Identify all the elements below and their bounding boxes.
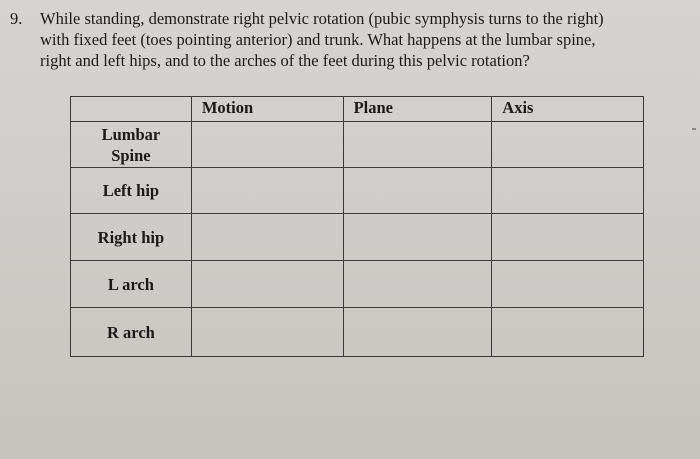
answer-cell-motion[interactable] bbox=[191, 308, 343, 357]
table-header-row bbox=[71, 97, 644, 122]
answer-cell-plane[interactable] bbox=[343, 261, 492, 308]
paper-mark bbox=[692, 128, 696, 130]
answer-cell-plane[interactable] bbox=[343, 168, 492, 214]
answer-cell-plane[interactable] bbox=[343, 122, 492, 168]
row-label-lumbar-spine bbox=[71, 122, 192, 168]
question-number: 9. bbox=[10, 9, 23, 28]
row-label-line: L arch bbox=[107, 274, 154, 294]
answer-cell-axis[interactable] bbox=[492, 261, 644, 308]
question-line: While standing, demonstrate right pelvic rotation (pubic symphysis turns to the right) bbox=[40, 9, 604, 28]
answer-cell-axis[interactable] bbox=[492, 168, 644, 214]
answer-cell-motion[interactable] bbox=[191, 168, 343, 214]
row-label-line: Spine bbox=[111, 145, 151, 165]
answer-cell-axis[interactable] bbox=[492, 122, 644, 168]
row-label-line: Right hip bbox=[97, 227, 165, 247]
answer-cell-motion[interactable] bbox=[191, 122, 343, 168]
answer-cell-axis[interactable] bbox=[492, 308, 644, 357]
row-label-line: Left hip bbox=[102, 181, 160, 200]
row-label-l-arch bbox=[71, 261, 192, 308]
answer-cell-motion[interactable] bbox=[191, 214, 343, 261]
answer-table bbox=[70, 96, 644, 357]
row-label-r-arch bbox=[71, 308, 192, 357]
answer-cell-motion[interactable] bbox=[191, 261, 343, 308]
answer-cell-plane[interactable] bbox=[343, 308, 492, 357]
question-block bbox=[10, 8, 690, 71]
header-axis: Axis bbox=[492, 97, 644, 122]
question-line: right and left hips, and to the arches of the feet during this pelvic rotation? bbox=[40, 51, 530, 70]
question-text bbox=[40, 8, 690, 71]
table-row bbox=[71, 308, 644, 357]
row-label-right-hip bbox=[71, 214, 192, 261]
row-label-left-hip bbox=[71, 168, 192, 214]
table-row bbox=[71, 168, 644, 214]
row-label-line: R arch bbox=[107, 322, 155, 342]
header-plane: Plane bbox=[343, 97, 492, 122]
table-row bbox=[71, 214, 644, 261]
answer-cell-axis[interactable] bbox=[492, 214, 644, 261]
question-line: with fixed feet (toes pointing anterior) and trunk. What happens at the lumbar spine, bbox=[40, 30, 596, 49]
header-corner bbox=[71, 97, 192, 122]
header-motion: Motion bbox=[191, 97, 343, 122]
row-label-line: Lumbar bbox=[101, 124, 161, 144]
answer-cell-plane[interactable] bbox=[343, 214, 492, 261]
table-row bbox=[71, 122, 644, 168]
table-row bbox=[71, 261, 644, 308]
